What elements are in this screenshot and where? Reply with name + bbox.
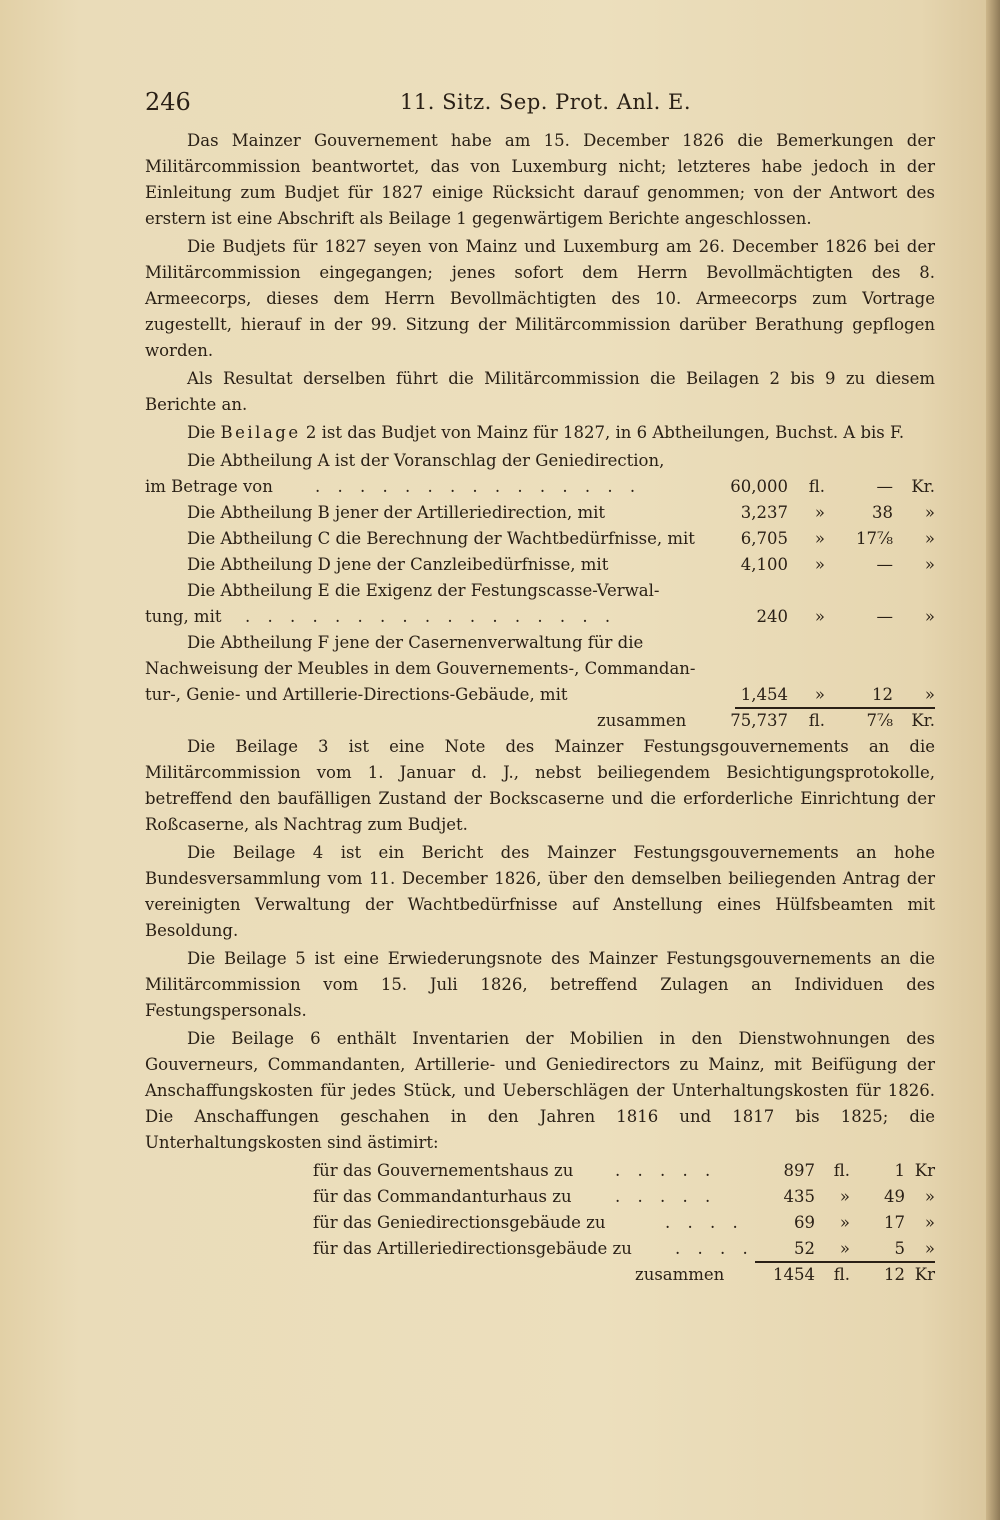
amount: 4,100 (740, 555, 788, 574)
unit-gulden: fl. (808, 711, 825, 730)
table-row (145, 1236, 935, 1262)
amount: 1,454 (740, 685, 788, 704)
row-label: im Betrage von (145, 477, 273, 496)
amount: 3,237 (740, 503, 788, 522)
row-label: tur-, Genie- und Artillerie-Directions-Gebäude, mit (145, 685, 568, 704)
table-row (145, 578, 935, 604)
spaced-word: Beilage (220, 423, 301, 442)
unit-kreuzer: Kr (914, 1161, 935, 1180)
amount: 60,000 (730, 477, 788, 496)
row-label: für das Geniedirectionsgebäude zu (313, 1213, 606, 1232)
row-label: Die Abtheilung F jene der Casernenverwaltung für die (187, 633, 644, 652)
ditto-mark: » (924, 685, 935, 704)
table-row-total (145, 1262, 935, 1288)
amount: 52 (794, 1239, 815, 1258)
paragraph: Die Budjets für 1827 seyen von Mainz und Luxemburg am 26. December 1826 bei der Militärcommission eingegangen; jenes sofort dem Herrn Bevollmächtigten des 8. Armeecorps, dieses dem Herrn Bevollmächtigten des 10. Armeecorps zum Vortrage zugestellt, hierauf in der 99. Sitzung der Militärcommission darüber Berathung gepflogen worden. (145, 237, 935, 360)
total-kreuzer: 12 (884, 1265, 905, 1284)
ditto-mark: » (924, 555, 935, 574)
ditto-mark: » (814, 555, 825, 574)
running-title: 11. Sitz. Sep. Prot. Anl. E. (400, 90, 691, 114)
ditto-mark: » (814, 529, 825, 548)
sum-label: zusammen (635, 1265, 725, 1284)
row-label: für das Artilleriedirectionsgebäude zu (313, 1239, 632, 1258)
leader-dots: . . . . . (615, 1161, 717, 1180)
total-amount: 1454 (773, 1265, 815, 1284)
paragraph-text: 2 ist das Budjet von Mainz für 1827, in 6 Abtheilungen, Buchst. A bis F. (300, 423, 905, 442)
row-label: Die Abtheilung D jene der Canzleibedürfnisse, mit (187, 555, 609, 574)
unit-gulden: fl. (833, 1265, 850, 1284)
unit-kreuzer: Kr (914, 1265, 935, 1284)
row-label: tung, mit (145, 607, 222, 626)
row-label: Die Abtheilung E die Exigenz der Festungscasse-Verwal- (187, 581, 660, 600)
kreuzer: 38 (872, 503, 893, 522)
table-row (145, 1184, 935, 1210)
row-label: Die Abtheilung C die Berechnung der Wachtbedürfnisse, mit (187, 529, 695, 548)
row-label: Die Abtheilung A ist der Voranschlag der Geniedirection, (187, 451, 665, 470)
kreuzer: — (876, 477, 893, 496)
ditto-mark: » (839, 1239, 850, 1258)
kreuzer: 5 (894, 1239, 905, 1258)
table-row (145, 552, 935, 578)
table-row (145, 630, 935, 656)
maintenance-cost-table (145, 1158, 935, 1288)
row-label: für das Commandanturhaus zu (313, 1187, 572, 1206)
table-row (145, 526, 935, 552)
leader-dots: . . . . . . . . . . . . . . . . . (245, 607, 617, 626)
table-row (145, 682, 935, 708)
paragraph: Die Beilage 4 ist ein Bericht des Mainzer Festungsgouvernements an hohe Bundesversammlung vom 11. December 1826, über den demselben beiliegenden Antrag der vereinigten Verwaltung der Wachtbedürfnisse auf Anstellung eines Hülfsbeamten mit Besoldung. (145, 843, 935, 940)
ditto-mark: » (814, 503, 825, 522)
paragraph: Die Beilage 3 ist eine Note des Mainzer Festungsgouvernements an die Militärcommission vom 1. Januar d. J., nebst beiliegendem Besichtigungsprotokolle, betreffend den baufälligen Zustand der Bockscaserne und die erforderliche Einrichtung der Roßcaserne, als Nachtrag zum Budjet. (145, 737, 935, 834)
page-header (145, 88, 935, 122)
paragraph: Das Mainzer Gouvernement habe am 15. December 1826 die Bemerkungen der Militärcommission beantwortet, das von Luxemburg nicht; letzteres habe jedoch in der Einleitung zum Budjet für 1827 einige Rücksicht darauf genommen; von der Antwort des erstern ist eine Abschrift als Beilage 1 gegenwärtigem Berichte angeschlossen. (145, 131, 935, 228)
paragraph: Die Beilage 6 enthält Inventarien der Mobilien in den Dienstwohnungen des Gouverneurs, Commandanten, Artillerie- und Geniedirectors zu Mainz, mit Beifügung der Anschaffungskosten für jedes Stück, und Ueberschlägen der Unterhaltungskosten für 1826. Die Anschaffungen geschahen in den Jahren 1816 und 1817 bis 1825; die Unterhaltungskosten sind ästimirt: (145, 1029, 935, 1152)
ditto-mark: » (924, 1239, 935, 1258)
unit-kreuzer: Kr. (911, 711, 935, 730)
ditto-mark: » (839, 1187, 850, 1206)
unit-kreuzer: Kr. (911, 477, 935, 496)
paragraph-text: Die (187, 423, 221, 442)
unit-gulden: fl. (833, 1161, 850, 1180)
ditto-mark: » (924, 1213, 935, 1232)
total-amount: 75,737 (730, 711, 788, 730)
leader-dots: . . . . . (615, 1187, 717, 1206)
amount: 897 (783, 1161, 815, 1180)
ditto-mark: » (924, 607, 935, 626)
table-row-total (145, 708, 935, 734)
paragraph (145, 420, 935, 446)
table-row (145, 1158, 935, 1184)
page-edge (986, 0, 1000, 1520)
kreuzer: — (876, 555, 893, 574)
amount: 240 (756, 607, 788, 626)
paragraph: Als Resultat derselben führt die Militärcommission die Beilagen 2 bis 9 zu diesem Berichte an. (145, 369, 935, 414)
kreuzer: 17 (884, 1213, 905, 1232)
table-row (145, 604, 935, 630)
ditto-mark: » (924, 529, 935, 548)
amount: 6,705 (740, 529, 788, 548)
kreuzer: — (876, 607, 893, 626)
kreuzer: 49 (884, 1187, 905, 1206)
row-label: für das Gouvernementshaus zu (313, 1161, 574, 1180)
ditto-mark: » (924, 1187, 935, 1206)
ditto-mark: » (839, 1213, 850, 1232)
ditto-mark: » (924, 503, 935, 522)
body-text (145, 128, 935, 1288)
amount: 69 (794, 1213, 815, 1232)
row-label: Nachweisung der Meubles in dem Gouvernements-, Commandan- (145, 659, 696, 678)
ditto-mark: » (814, 685, 825, 704)
unit-gulden: fl. (808, 477, 825, 496)
table-row (145, 656, 935, 682)
kreuzer: 12 (872, 685, 893, 704)
leader-dots: . . . . (675, 1239, 754, 1258)
budget-table (145, 448, 935, 734)
leader-dots: . . . . (665, 1213, 744, 1232)
kreuzer: 1 (894, 1161, 905, 1180)
ditto-mark: » (814, 607, 825, 626)
total-kreuzer: 7⅞ (866, 711, 893, 730)
table-row (145, 474, 935, 500)
sum-label: zusammen (597, 711, 687, 730)
table-row (145, 1210, 935, 1236)
kreuzer: 17⅞ (856, 529, 893, 548)
row-label: Die Abtheilung B jener der Artilleriedirection, mit (187, 503, 606, 522)
amount: 435 (783, 1187, 815, 1206)
table-row (145, 500, 935, 526)
leader-dots: . . . . . . . . . . . . . . . (315, 477, 642, 496)
table-row (145, 448, 935, 474)
paragraph: Die Beilage 5 ist eine Erwiederungsnote des Mainzer Festungsgouvernements an die Militärcommission vom 15. Juli 1826, betreffend Zulagen an Individuen des Festungspersonals. (145, 949, 935, 1020)
page-number: 246 (145, 88, 191, 116)
